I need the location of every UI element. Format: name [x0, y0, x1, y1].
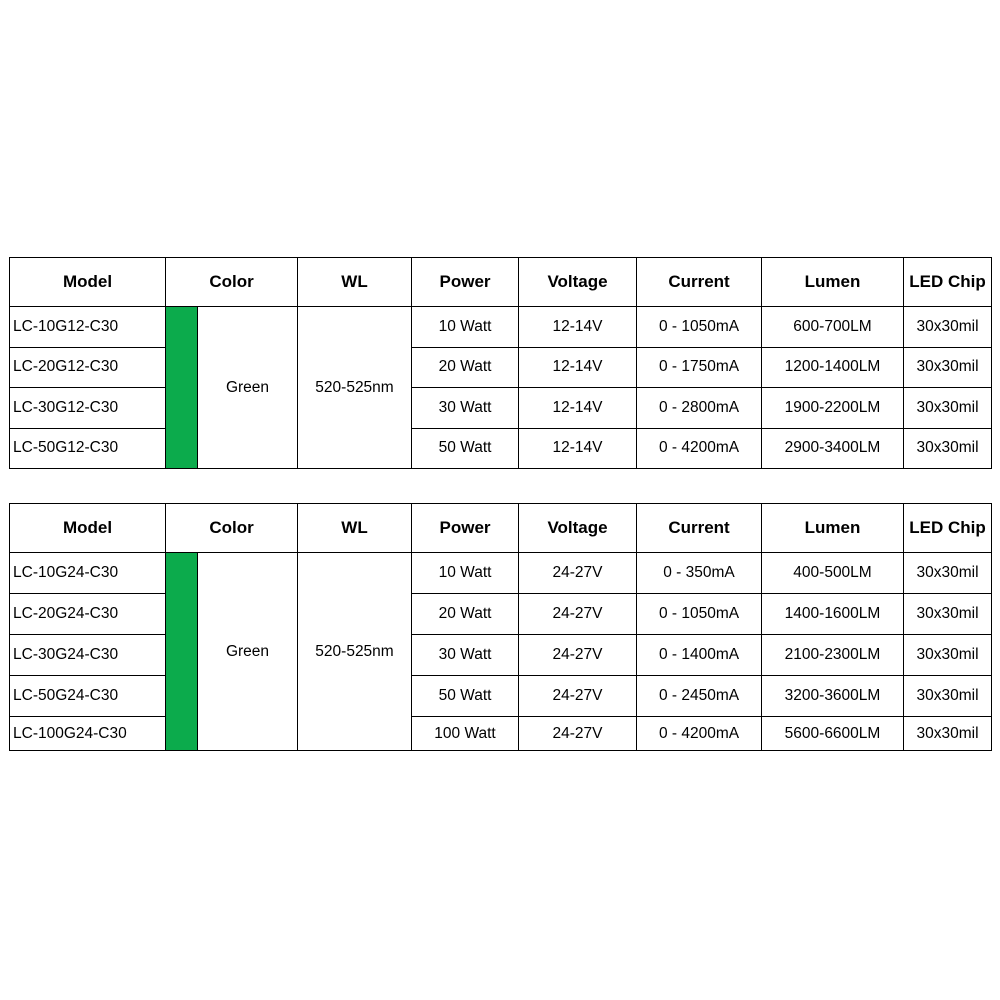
- current-cell: 0 - 1050mA: [637, 307, 762, 348]
- lumen-cell: 1200-1400LM: [762, 347, 904, 388]
- lumen-cell: 3200-3600LM: [762, 676, 904, 717]
- current-cell: 0 - 1750mA: [637, 347, 762, 388]
- chip-cell: 30x30mil: [904, 635, 992, 676]
- voltage-cell: 24-27V: [519, 717, 637, 751]
- lumen-cell: 2900-3400LM: [762, 428, 904, 469]
- power-cell: 10 Watt: [412, 307, 519, 348]
- model-cell: LC-30G24-C30: [10, 635, 166, 676]
- current-cell: 0 - 4200mA: [637, 717, 762, 751]
- header-color: Color: [166, 258, 298, 307]
- current-cell: 0 - 4200mA: [637, 428, 762, 469]
- power-cell: 30 Watt: [412, 388, 519, 429]
- power-cell: 20 Watt: [412, 594, 519, 635]
- chip-cell: 30x30mil: [904, 347, 992, 388]
- voltage-cell: 12-14V: [519, 347, 637, 388]
- model-cell: LC-50G24-C30: [10, 676, 166, 717]
- table-row: [10, 676, 992, 717]
- voltage-cell: 24-27V: [519, 635, 637, 676]
- lumen-cell: 400-500LM: [762, 553, 904, 594]
- wavelength-cell: 520-525nm: [298, 553, 412, 751]
- header-voltage: Voltage: [519, 504, 637, 553]
- current-cell: 0 - 1050mA: [637, 594, 762, 635]
- voltage-cell: 12-14V: [519, 307, 637, 348]
- chip-cell: 30x30mil: [904, 428, 992, 469]
- model-cell: LC-50G12-C30: [10, 428, 166, 469]
- table-row: [10, 347, 992, 388]
- model-cell: LC-30G12-C30: [10, 388, 166, 429]
- model-cell: LC-20G12-C30: [10, 347, 166, 388]
- header-current: Current: [637, 258, 762, 307]
- chip-cell: 30x30mil: [904, 553, 992, 594]
- header-model: Model: [10, 504, 166, 553]
- table-row: [10, 307, 992, 348]
- spec-table-24v: [9, 503, 992, 751]
- current-cell: 0 - 2800mA: [637, 388, 762, 429]
- table-row: [10, 717, 992, 751]
- lumen-cell: 600-700LM: [762, 307, 904, 348]
- current-cell: 0 - 2450mA: [637, 676, 762, 717]
- header-lumen: Lumen: [762, 258, 904, 307]
- lumen-cell: 2100-2300LM: [762, 635, 904, 676]
- power-cell: 50 Watt: [412, 428, 519, 469]
- header-lumen: Lumen: [762, 504, 904, 553]
- current-cell: 0 - 1400mA: [637, 635, 762, 676]
- table-row: [10, 428, 992, 469]
- header-power: Power: [412, 258, 519, 307]
- power-cell: 50 Watt: [412, 676, 519, 717]
- table-row: [10, 553, 992, 594]
- header-model: Model: [10, 258, 166, 307]
- model-cell: LC-100G24-C30: [10, 717, 166, 751]
- power-cell: 100 Watt: [412, 717, 519, 751]
- table-row: [10, 594, 992, 635]
- chip-cell: 30x30mil: [904, 388, 992, 429]
- spec-table-12v: [9, 257, 992, 469]
- chip-cell: 30x30mil: [904, 717, 992, 751]
- model-cell: LC-10G12-C30: [10, 307, 166, 348]
- header-color: Color: [166, 504, 298, 553]
- chip-cell: 30x30mil: [904, 676, 992, 717]
- table-row: [10, 388, 992, 429]
- header-wl: WL: [298, 258, 412, 307]
- header-current: Current: [637, 504, 762, 553]
- model-cell: LC-10G24-C30: [10, 553, 166, 594]
- voltage-cell: 12-14V: [519, 428, 637, 469]
- lumen-cell: 5600-6600LM: [762, 717, 904, 751]
- voltage-cell: 24-27V: [519, 594, 637, 635]
- chip-cell: 30x30mil: [904, 307, 992, 348]
- color-swatch: [166, 307, 198, 469]
- power-cell: 20 Watt: [412, 347, 519, 388]
- header-wl: WL: [298, 504, 412, 553]
- chip-cell: 30x30mil: [904, 594, 992, 635]
- color-swatch: [166, 553, 198, 751]
- table-row: [10, 635, 992, 676]
- header-voltage: Voltage: [519, 258, 637, 307]
- lumen-cell: 1400-1600LM: [762, 594, 904, 635]
- voltage-cell: 24-27V: [519, 676, 637, 717]
- voltage-cell: 24-27V: [519, 553, 637, 594]
- current-cell: 0 - 350mA: [637, 553, 762, 594]
- model-cell: LC-20G24-C30: [10, 594, 166, 635]
- wavelength-cell: 520-525nm: [298, 307, 412, 469]
- lumen-cell: 1900-2200LM: [762, 388, 904, 429]
- header-power: Power: [412, 504, 519, 553]
- header-led-chip: LED Chip: [904, 258, 992, 307]
- power-cell: 10 Watt: [412, 553, 519, 594]
- color-name: Green: [198, 553, 298, 751]
- color-name: Green: [198, 307, 298, 469]
- header-row: [10, 504, 992, 553]
- power-cell: 30 Watt: [412, 635, 519, 676]
- voltage-cell: 12-14V: [519, 388, 637, 429]
- header-led-chip: LED Chip: [904, 504, 992, 553]
- header-row: [10, 258, 992, 307]
